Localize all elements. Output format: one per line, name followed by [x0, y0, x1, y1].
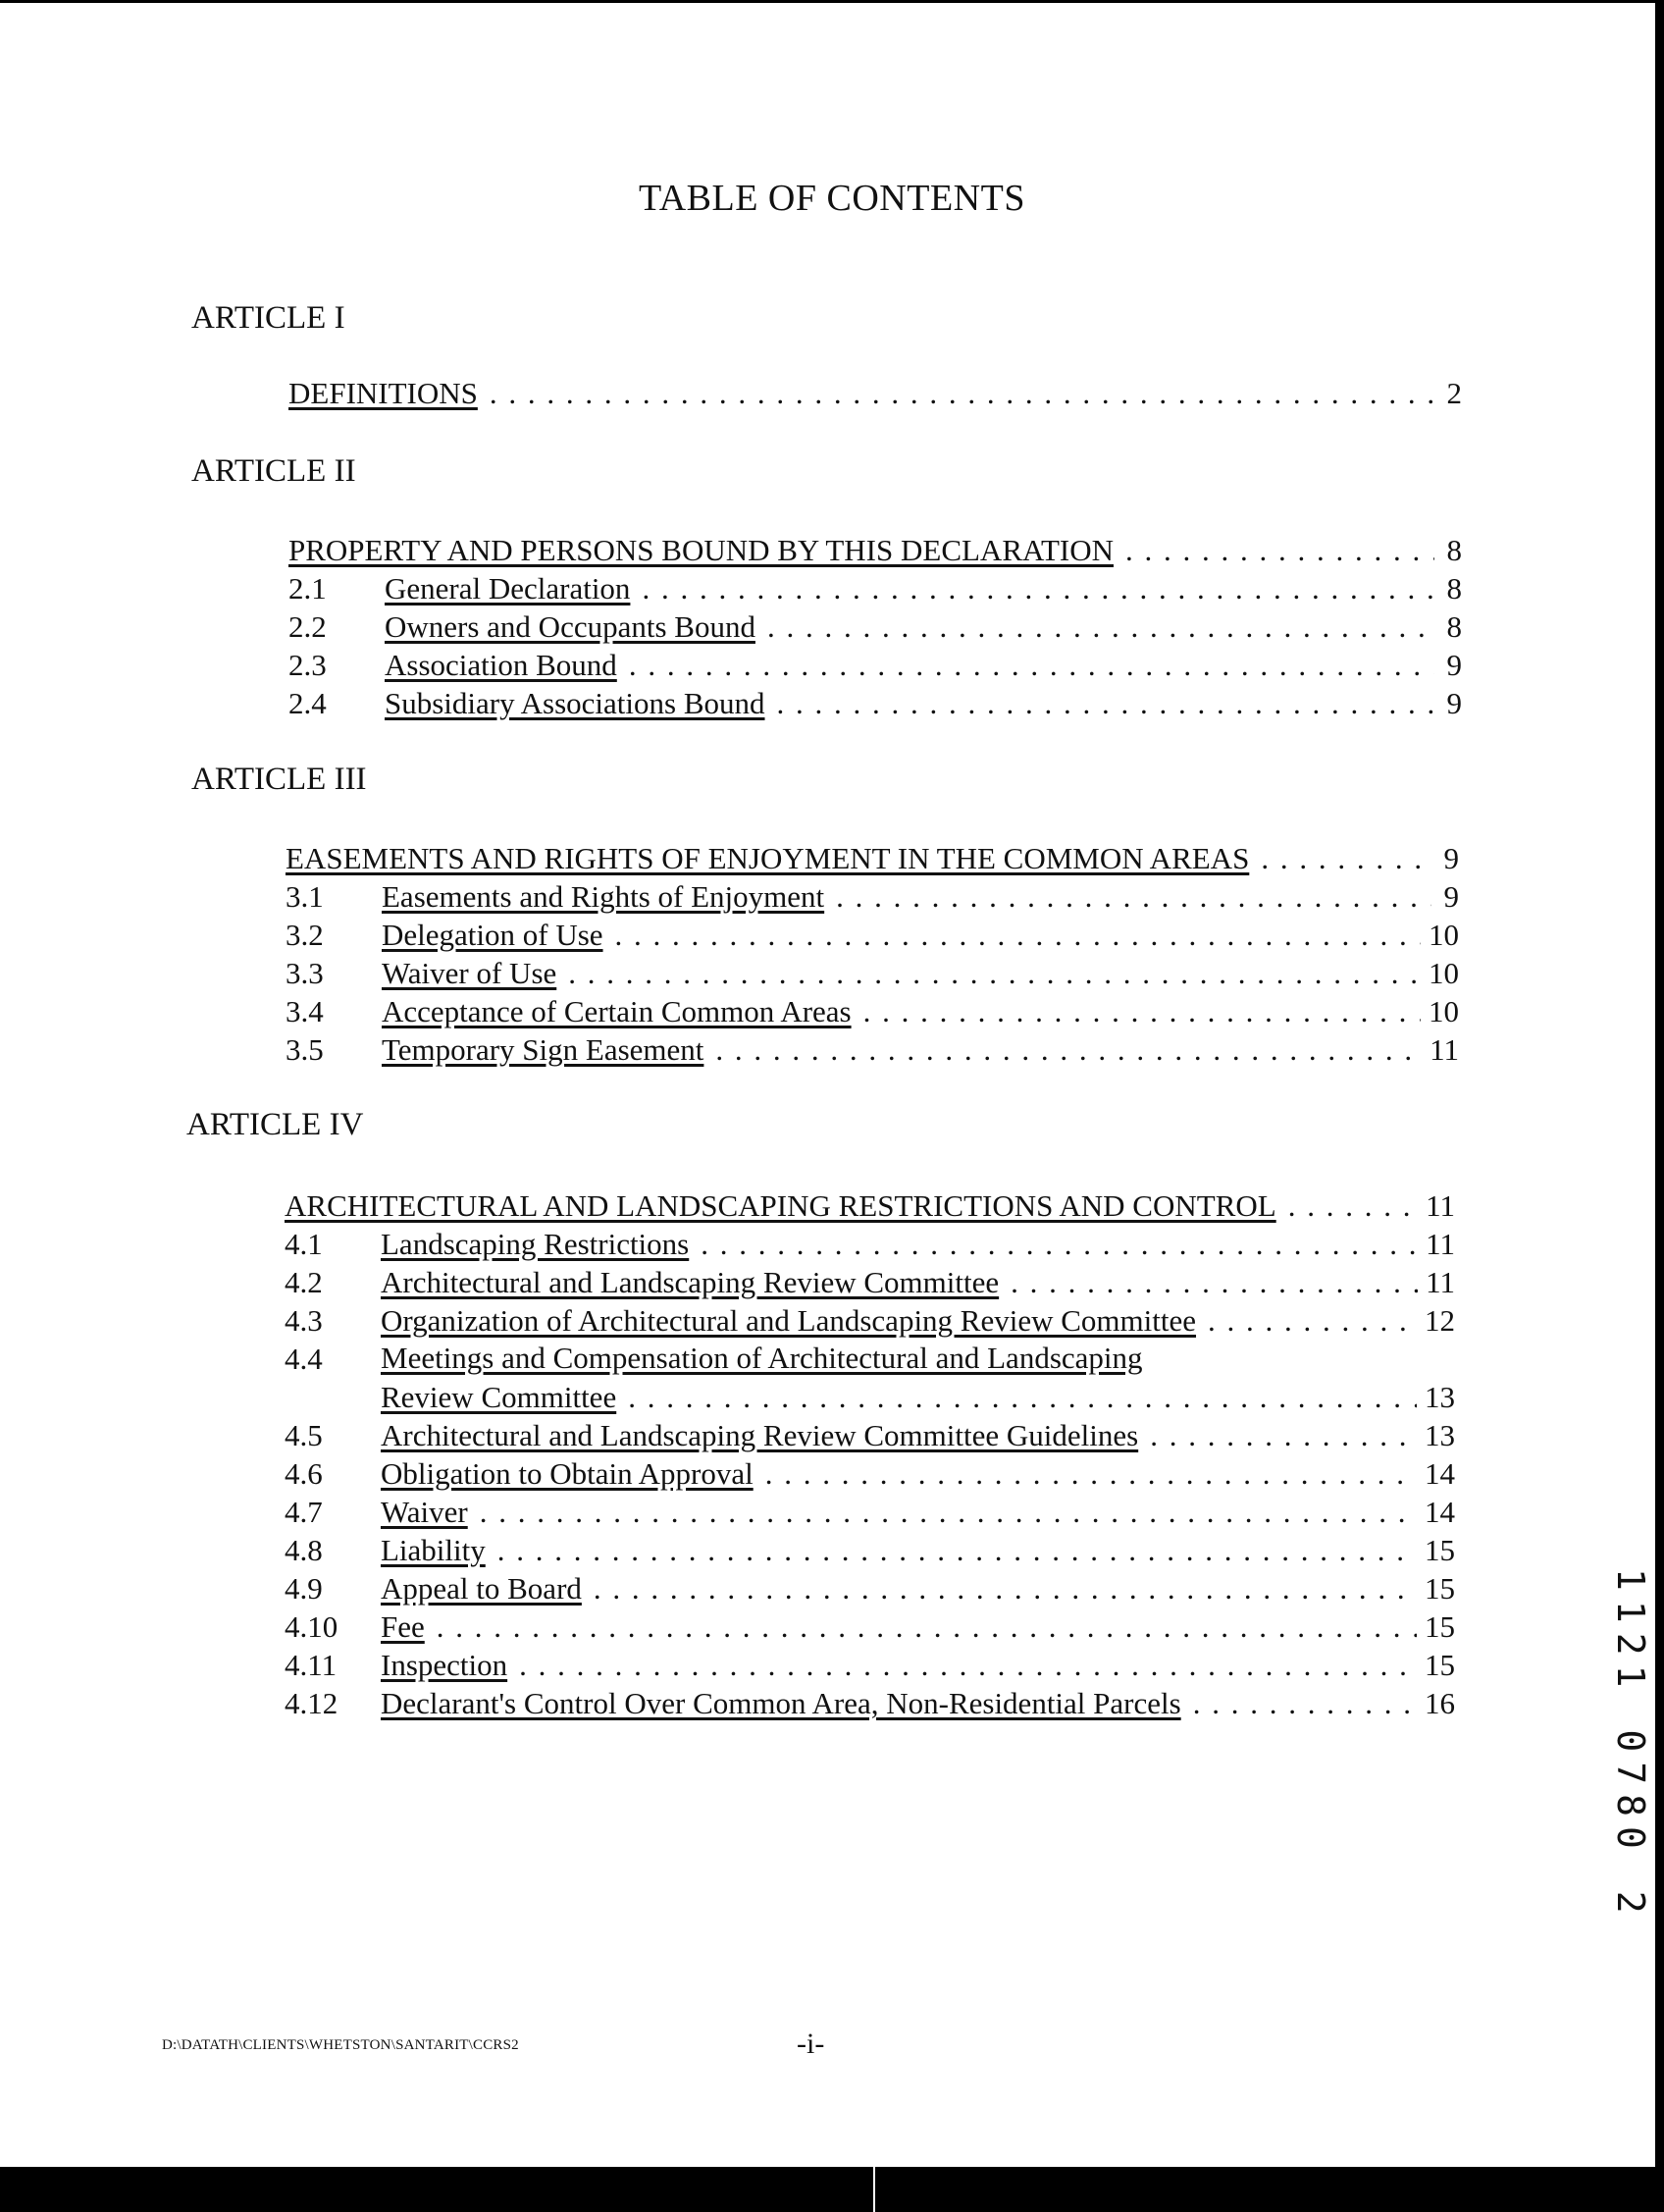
toc-page: 9 [1446, 686, 1462, 720]
toc-section[interactable] [285, 1685, 1455, 1722]
toc-label: Easements and Rights of Enjoyment [382, 879, 825, 914]
toc-num: 3.5 [286, 1032, 324, 1067]
toc-label: Subsidiary Associations Bound [385, 686, 765, 720]
toc-page: 14 [1425, 1495, 1455, 1529]
toc-section[interactable] [288, 647, 1462, 684]
article-heading: ARTICLE III [191, 762, 367, 797]
toc-label: Fee [381, 1609, 425, 1644]
toc-page: 8 [1446, 571, 1462, 606]
dot-leader [836, 878, 1431, 916]
toc-section[interactable] [288, 570, 1462, 607]
toc-label: Waiver of Use [382, 956, 557, 990]
toc-article-title[interactable] [288, 532, 1462, 569]
toc-num: 2.1 [288, 571, 327, 606]
dot-leader [480, 1494, 1417, 1531]
toc-page: 9 [1443, 879, 1459, 914]
toc-num: 3.3 [286, 956, 324, 990]
toc-page: 11 [1426, 1265, 1455, 1299]
dot-leader [1261, 840, 1431, 877]
toc-num: 4.11 [285, 1648, 338, 1682]
scan-edge-notch [873, 2151, 875, 2212]
dot-leader [642, 570, 1434, 607]
stamp-number: 1121 0780 2 [1609, 1568, 1652, 1923]
page-title: TABLE OF CONTENTS [639, 178, 1025, 219]
toc-num: 4.4 [285, 1342, 323, 1376]
toc-page: 8 [1446, 533, 1462, 567]
dot-leader [490, 375, 1434, 412]
toc-num: 4.12 [285, 1686, 338, 1720]
dot-leader [765, 1455, 1417, 1493]
toc-section[interactable] [286, 955, 1459, 992]
toc-num: 4.10 [285, 1609, 338, 1644]
toc-label: Obligation to Obtain Approval [381, 1456, 754, 1491]
toc-article-title[interactable] [285, 1187, 1455, 1225]
dot-leader [594, 1570, 1417, 1607]
toc-section[interactable] [286, 1031, 1459, 1069]
toc-section[interactable] [285, 1455, 1455, 1493]
toc-article-title[interactable] [286, 840, 1459, 877]
dot-leader [1011, 1264, 1418, 1301]
toc-article-title[interactable] [288, 375, 1462, 412]
toc-page: 2 [1446, 376, 1462, 410]
toc-label: Temporary Sign Easement [382, 1032, 704, 1067]
toc-label: PROPERTY AND PERSONS BOUND BY THIS DECLARATION [288, 533, 1114, 567]
scan-edge-top [0, 0, 1664, 3]
toc-page: 11 [1430, 1032, 1459, 1067]
toc-num: 4.2 [285, 1265, 323, 1299]
dot-leader [519, 1647, 1417, 1684]
dot-leader [497, 1532, 1417, 1569]
dot-leader [629, 647, 1434, 684]
article-heading: ARTICLE I [191, 300, 345, 336]
dot-leader [1125, 532, 1434, 569]
toc-page: 15 [1425, 1571, 1455, 1606]
toc-page: 11 [1426, 1227, 1455, 1261]
toc-label: Appeal to Board [381, 1571, 582, 1606]
article-heading: ARTICLE IV [186, 1107, 364, 1142]
toc-section[interactable] [286, 993, 1459, 1030]
article-heading: ARTICLE II [191, 453, 356, 489]
dot-leader [1193, 1685, 1417, 1722]
dot-leader [701, 1226, 1418, 1263]
toc-page: 12 [1425, 1303, 1455, 1338]
toc-page: 16 [1425, 1686, 1455, 1720]
toc-section[interactable] [285, 1608, 1455, 1646]
toc-num: 2.3 [288, 648, 327, 682]
toc-section[interactable] [285, 1379, 1455, 1416]
document-stamp [1609, 1568, 1660, 1923]
toc-label: EASEMENTS AND RIGHTS OF ENJOYMENT IN THE COMMON AREAS [286, 841, 1250, 875]
toc-page: 14 [1425, 1456, 1455, 1491]
toc-page: 10 [1429, 956, 1459, 990]
toc-page: 13 [1425, 1380, 1455, 1414]
toc-section[interactable] [285, 1226, 1455, 1263]
toc-page: 15 [1425, 1533, 1455, 1567]
toc-label: Architectural and Landscaping Review Committee [381, 1265, 1000, 1299]
toc-label: ARCHITECTURAL AND LANDSCAPING RESTRICTIONS AND CONTROL [285, 1188, 1276, 1223]
footer-page-number: -i- [797, 2028, 825, 2060]
toc-num: 3.4 [286, 994, 324, 1028]
dot-leader [863, 993, 1421, 1030]
dot-leader [628, 1379, 1417, 1416]
toc-label: Landscaping Restrictions [381, 1227, 690, 1261]
toc-label: Waiver [381, 1495, 468, 1529]
toc-page: 8 [1446, 609, 1462, 644]
toc-section[interactable] [288, 685, 1462, 722]
toc-page: 9 [1446, 648, 1462, 682]
dot-leader [715, 1031, 1422, 1069]
dot-leader [568, 955, 1421, 992]
toc-section[interactable] [285, 1532, 1455, 1569]
toc-label: General Declaration [385, 571, 631, 606]
toc-label: DEFINITIONS [288, 376, 478, 410]
toc-page: 15 [1425, 1609, 1455, 1644]
dot-leader [777, 685, 1434, 722]
dot-leader [615, 917, 1421, 954]
dot-leader [1208, 1302, 1417, 1340]
toc-num: 4.3 [285, 1303, 323, 1338]
toc-num: 4.6 [285, 1456, 323, 1491]
scan-edge-bottom [0, 2167, 1664, 2212]
toc-num: 3.2 [286, 918, 324, 952]
toc-num: 3.1 [286, 879, 324, 914]
toc-section[interactable] [285, 1570, 1455, 1607]
toc-page: 10 [1429, 918, 1459, 952]
toc-label: Association Bound [385, 648, 617, 682]
toc-section[interactable] [285, 1302, 1455, 1340]
toc-page: 15 [1425, 1648, 1455, 1682]
toc-num: 4.5 [285, 1418, 323, 1452]
toc-label: Review Committee [381, 1380, 617, 1414]
toc-section[interactable] [288, 608, 1462, 646]
toc-label: Liability [381, 1533, 486, 1567]
toc-num: 4.1 [285, 1227, 323, 1261]
toc-section[interactable] [286, 917, 1459, 954]
toc-label: Delegation of Use [382, 918, 603, 952]
toc-num: 2.2 [288, 609, 327, 644]
toc-num: 2.4 [288, 686, 327, 720]
dot-leader [437, 1608, 1417, 1646]
toc-num: 4.8 [285, 1533, 323, 1567]
toc-page: 11 [1426, 1188, 1455, 1223]
footer-file-path: D:\DATATH\CLIENTS\WHETSTON\SANTARIT\CCRS2 [162, 2037, 519, 2053]
toc-section[interactable] [286, 878, 1459, 916]
toc-label: Declarant's Control Over Common Area, Non-Residential Parcels [381, 1686, 1181, 1720]
toc-label: Organization of Architectural and Landscaping Review Committee [381, 1303, 1197, 1338]
toc-page: 9 [1443, 841, 1459, 875]
toc-section[interactable] [285, 1647, 1455, 1684]
toc-section[interactable] [285, 1264, 1455, 1301]
dot-leader [767, 608, 1434, 646]
toc-section[interactable] [285, 1417, 1455, 1454]
toc-page: 13 [1425, 1418, 1455, 1452]
toc-num: 4.7 [285, 1495, 323, 1529]
toc-section[interactable] [285, 1494, 1455, 1531]
toc-label: Owners and Occupants Bound [385, 609, 755, 644]
dot-leader [1150, 1417, 1417, 1454]
toc-page: 10 [1429, 994, 1459, 1028]
toc-label-line1[interactable]: Meetings and Compensation of Architectural and Landscaping [381, 1341, 1143, 1375]
dot-leader [1288, 1187, 1418, 1225]
toc-label: Architectural and Landscaping Review Committee Guidelines [381, 1418, 1139, 1452]
toc-num: 4.9 [285, 1571, 323, 1606]
toc-label: Acceptance of Certain Common Areas [382, 994, 852, 1028]
toc-label: Inspection [381, 1648, 508, 1682]
